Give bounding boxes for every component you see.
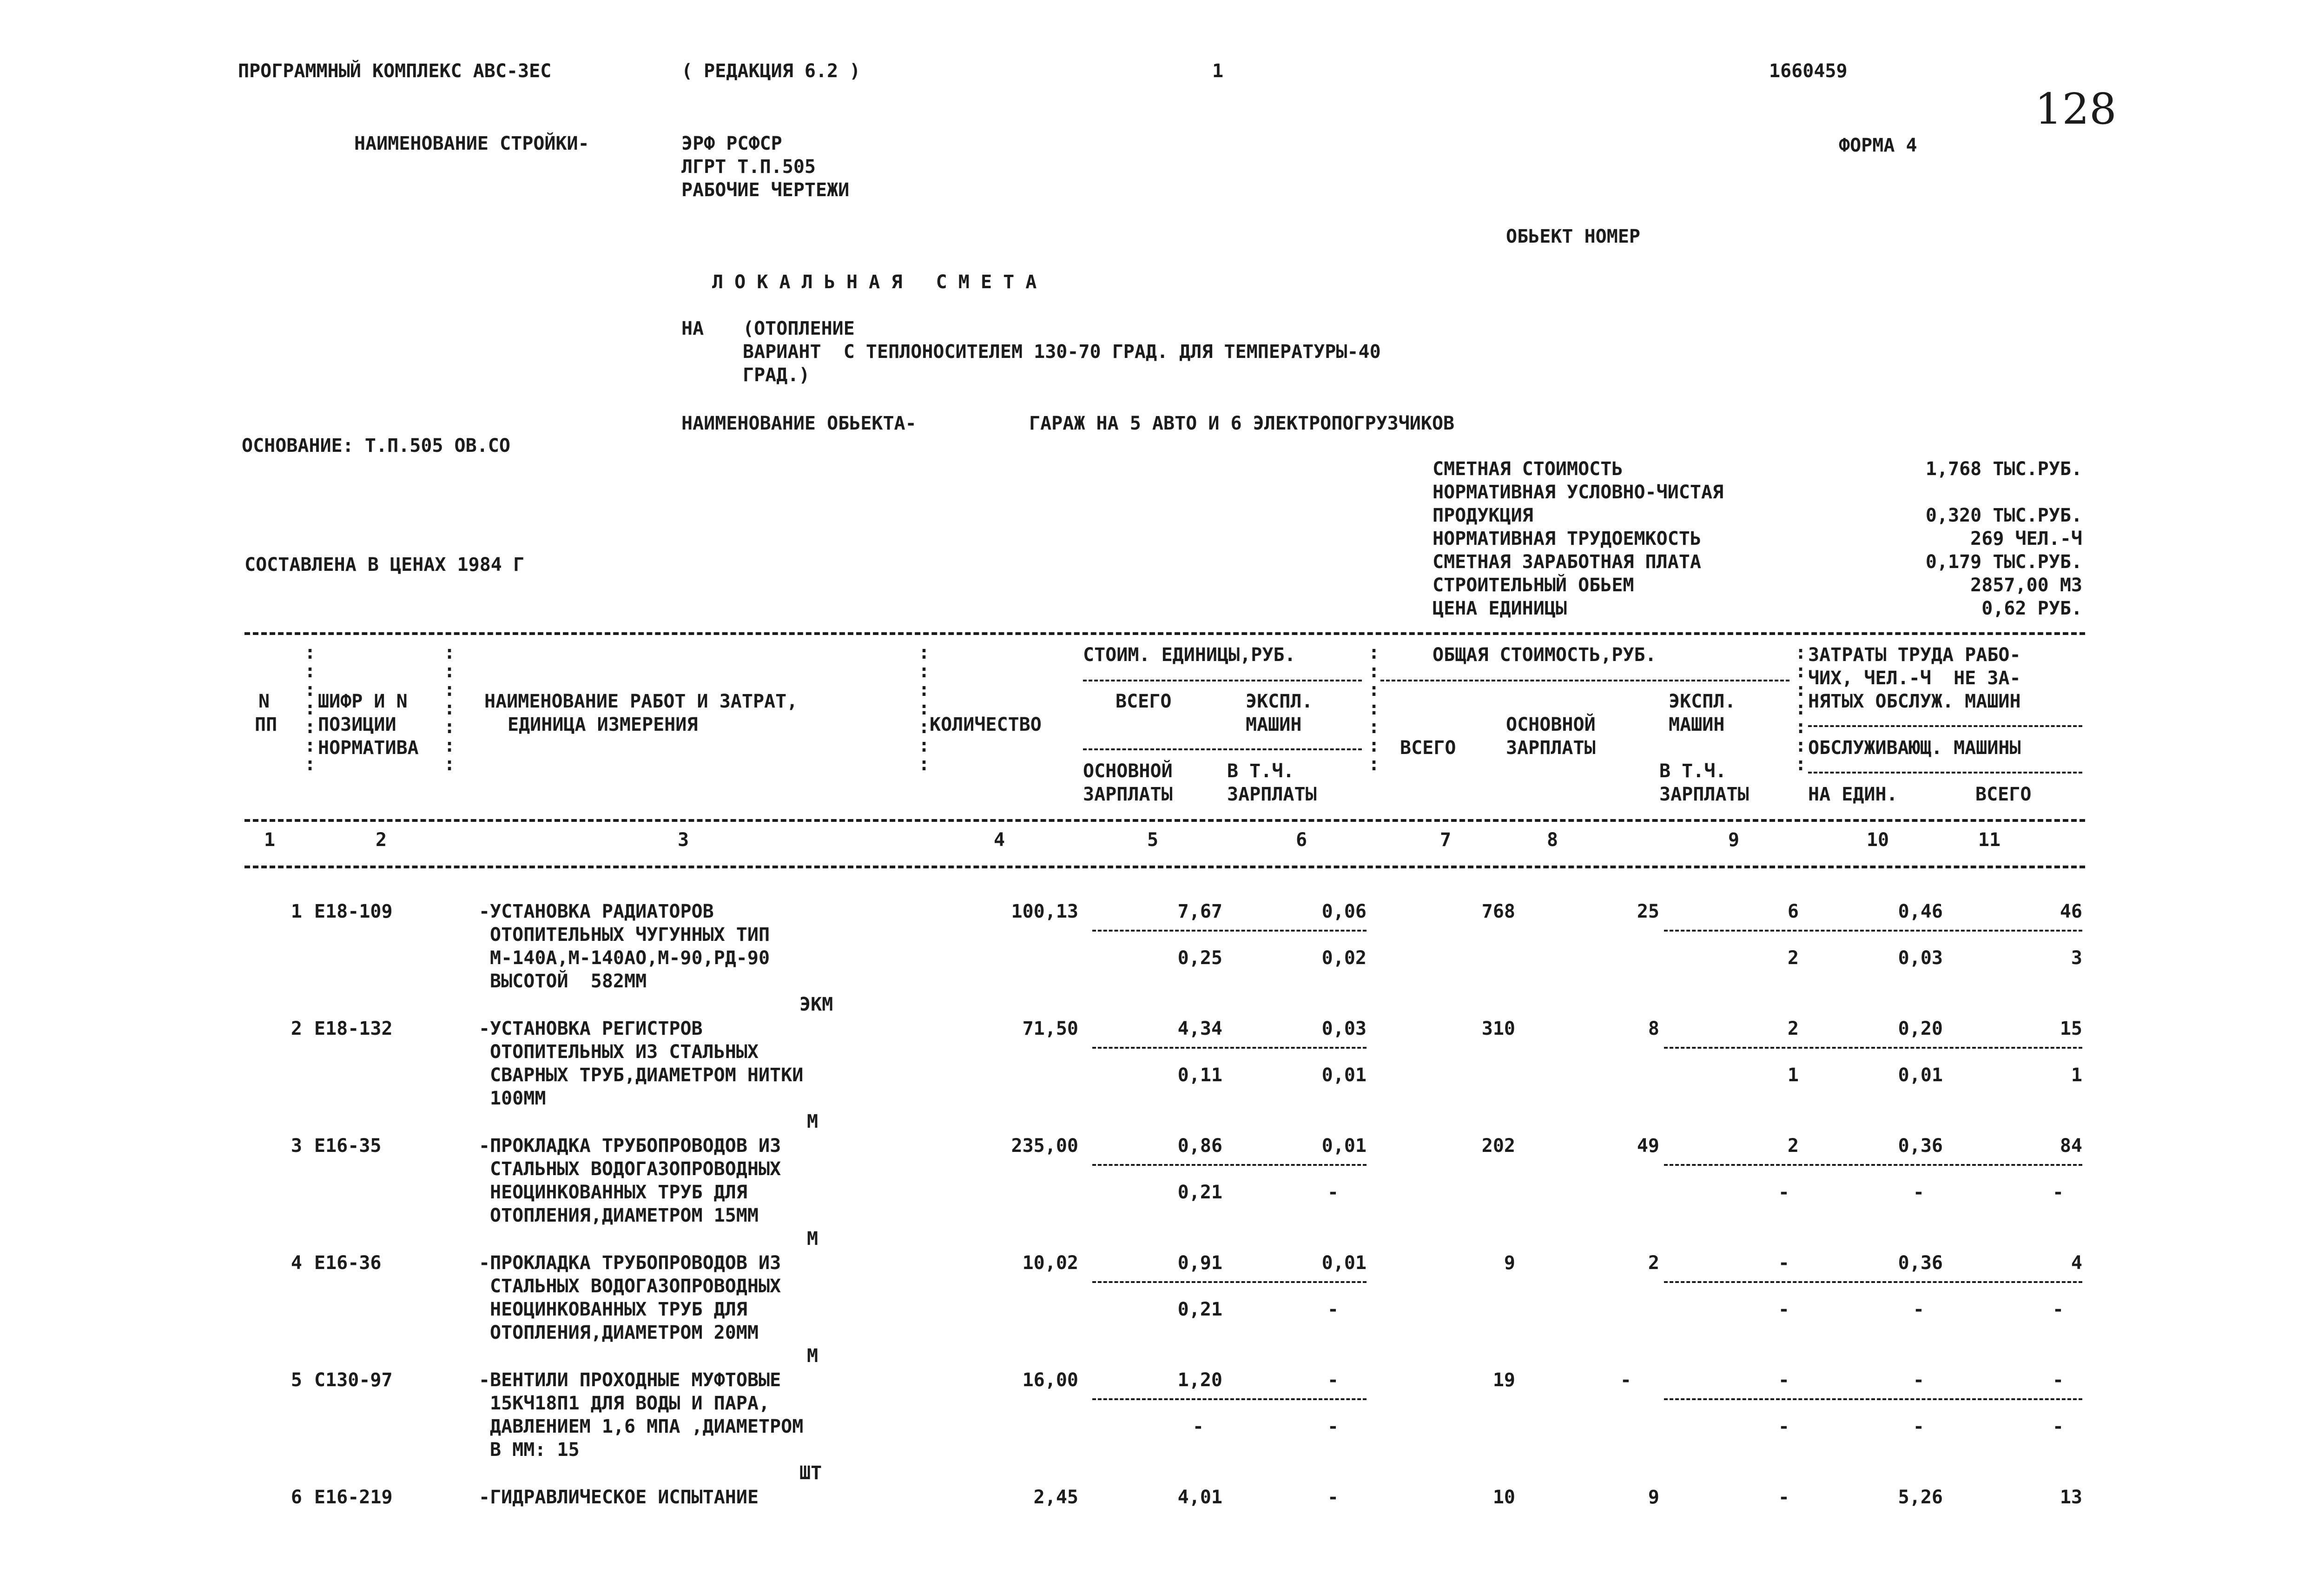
row-total: 10 — [1492, 1487, 1515, 1508]
summary-value: 0,179 ТЫС.РУБ. — [1925, 551, 2082, 573]
column-number: 1 — [264, 829, 276, 851]
row-total-base-wage: 8 — [1648, 1018, 1659, 1039]
header-col1: ПП — [255, 714, 277, 735]
row-number: 1 — [290, 901, 302, 922]
row-total: 310 — [1481, 1018, 1515, 1039]
row-total-machine: - — [1778, 1369, 1789, 1391]
header-col1: N — [258, 691, 270, 712]
row-unit-incl-wage: - — [1327, 1182, 1339, 1203]
header-unit-base-wage: ЗАРПЛАТЫ — [1083, 784, 1173, 805]
row-labor-service-unit: - — [1913, 1299, 1924, 1320]
row-number: 4 — [290, 1252, 302, 1274]
row-unit: ШТ — [799, 1462, 822, 1484]
row-labor-per-unit: 5,26 — [1898, 1487, 1943, 1508]
row-unit-total: 0,86 — [1177, 1135, 1222, 1157]
object-name: ГАРАЖ НА 5 АВТО И 6 ЭЛЕКТРОПОГРУЗЧИКОВ — [1029, 413, 1455, 434]
page-number: 1 — [1212, 60, 1224, 82]
row-rule — [1664, 1281, 2082, 1283]
summary-label: НОРМАТИВНАЯ ТРУДОЕМКОСТЬ — [1433, 528, 1701, 549]
header-col3: ЕДИНИЦА ИЗМЕРЕНИЯ — [508, 714, 698, 735]
row-rule — [1664, 1047, 2082, 1049]
row-labor-total: 15 — [2060, 1018, 2082, 1039]
row-rule — [1092, 1047, 1367, 1049]
row-description: ОТОПИТЕЛЬНЫХ ЧУГУННЫХ ТИП — [490, 924, 770, 946]
numbers-bottom-rule — [244, 866, 2085, 868]
row-unit: М — [807, 1228, 819, 1250]
row-unit-base-wage: - — [1192, 1416, 1204, 1437]
row-total-machine: 2 — [1787, 1135, 1799, 1157]
row-unit-total: 0,91 — [1177, 1252, 1222, 1274]
construction-line: ЭРФ РСФСР — [681, 133, 782, 154]
header-col2: НОРМАТИВА — [318, 737, 419, 759]
row-labor-service-unit: - — [1913, 1416, 1924, 1437]
row-unit-machine: 0,01 — [1321, 1135, 1367, 1157]
row-total-incl-wage: - — [1778, 1416, 1789, 1437]
row-unit-incl-wage: 0,01 — [1321, 1065, 1367, 1086]
column-number: 5 — [1147, 829, 1159, 851]
row-unit-total: 4,01 — [1177, 1487, 1222, 1508]
header-unit-base-wage: ОСНОВНОЙ — [1083, 760, 1173, 782]
column-number: 3 — [677, 829, 689, 851]
row-number: 3 — [290, 1135, 302, 1157]
header-unit-incl-wage: ЗАРПЛАТЫ — [1227, 784, 1317, 805]
column-number: 6 — [1295, 829, 1307, 851]
purpose-prefix: НА — [681, 318, 704, 339]
row-total-incl-wage: - — [1778, 1182, 1789, 1203]
row-description: -ВЕНТИЛИ ПРОХОДНЫЕ МУФТОВЫЕ — [479, 1369, 781, 1391]
row-total-base-wage: 49 — [1637, 1135, 1659, 1157]
row-description: ОТОПЛЕНИЯ,ДИАМЕТРОМ 20ММ — [490, 1322, 759, 1343]
object-number-label: ОБЬЕКТ НОМЕР — [1506, 226, 1640, 247]
row-total: 9 — [1504, 1252, 1515, 1274]
col-separator: : : : : : : : — [1368, 642, 1380, 775]
row-rule — [1664, 1164, 2082, 1166]
object-name-label: НАИМЕНОВАНИЕ ОБЬЕКТА- — [681, 413, 917, 434]
purpose-line: ВАРИАНТ С ТЕПЛОНОСИТЕЛЕМ 130-70 ГРАД. ДЛЯ ТЕМПЕРАТУРЫ-40 — [743, 341, 1381, 363]
column-number: 10 — [1866, 829, 1889, 851]
row-unit-base-wage: 0,21 — [1177, 1182, 1222, 1203]
row-unit-incl-wage: 0,02 — [1321, 947, 1367, 969]
column-number: 2 — [375, 829, 387, 851]
header-total-total: ВСЕГО — [1400, 737, 1456, 759]
basis: ОСНОВАНИЕ: Т.П.505 ОВ.СО — [242, 435, 510, 456]
header-total-machine: ЭКСПЛ. — [1669, 691, 1736, 712]
row-rule — [1092, 1398, 1367, 1400]
row-total-machine: - — [1778, 1487, 1789, 1508]
header-rule — [1380, 680, 1789, 681]
row-description: НЕОЦИНКОВАННЫХ ТРУБ ДЛЯ — [490, 1299, 747, 1320]
row-code: Е18-132 — [314, 1018, 393, 1039]
row-labor-per-unit: 0,20 — [1898, 1018, 1943, 1039]
row-number: 5 — [290, 1369, 302, 1391]
header-labor-group: НЯТЫХ ОБСЛУЖ. МАШИН — [1808, 691, 2021, 712]
header-unit-machine: МАШИН — [1246, 714, 1302, 735]
row-labor-per-unit: 0,36 — [1898, 1135, 1943, 1157]
software-name: ПРОГРАММНЫЙ КОМПЛЕКС АВС-ЗЕС — [238, 60, 552, 82]
header-total-base-wage: ОСНОВНОЙ — [1506, 714, 1596, 735]
header-bottom-rule — [244, 819, 2085, 822]
summary-label: ЦЕНА ЕДИНИЦЫ — [1433, 598, 1567, 619]
row-quantity: 2,45 — [1033, 1487, 1078, 1508]
column-number: 4 — [993, 829, 1005, 851]
purpose-line: ГРАД.) — [743, 364, 810, 386]
row-description: ОТОПЛЕНИЯ,ДИАМЕТРОМ 15ММ — [490, 1205, 759, 1226]
row-labor-service-total: 1 — [2071, 1065, 2082, 1086]
header-rule — [1808, 725, 2082, 727]
row-rule — [1664, 930, 2082, 932]
header-labor-total: ВСЕГО — [1975, 784, 2032, 805]
row-description: 100ММ — [490, 1088, 546, 1109]
document-title: Л О К А Л Ь Н А Я С М Е Т А — [712, 271, 1037, 293]
row-total-incl-wage: - — [1778, 1299, 1789, 1320]
row-labor-service-unit: 0,01 — [1898, 1065, 1943, 1086]
header-unit-total: ВСЕГО — [1116, 691, 1172, 712]
row-labor-total: 84 — [2060, 1135, 2082, 1157]
row-unit-incl-wage: - — [1327, 1299, 1339, 1320]
row-description: -ПРОКЛАДКА ТРУБОПРОВОДОВ ИЗ — [479, 1135, 781, 1157]
row-description: ВЫСОТОЙ 582ММ — [490, 971, 647, 992]
row-labor-per-unit: - — [1913, 1369, 1924, 1391]
header-col2: ПОЗИЦИИ — [318, 714, 396, 735]
row-code: Е18-109 — [314, 901, 393, 922]
row-unit-base-wage: 0,25 — [1177, 947, 1222, 969]
summary-label: СТРОИТЕЛЬНЫЙ ОБЬЕМ — [1433, 575, 1634, 596]
header-total-base-wage: ЗАРПЛАТЫ — [1506, 737, 1596, 759]
row-description: М-140А,М-140АО,М-90,РД-90 — [490, 947, 770, 969]
row-description: -ГИДРАВЛИЧЕСКОЕ ИСПЫТАНИЕ — [479, 1487, 759, 1508]
construction-line: РАБОЧИЕ ЧЕРТЕЖИ — [681, 179, 850, 201]
row-unit-total: 4,34 — [1177, 1018, 1222, 1039]
row-description: ДАВЛЕНИЕМ 1,6 МПА ,ДИАМЕТРОМ — [490, 1416, 804, 1437]
summary-value: 1,768 ТЫС.РУБ. — [1925, 458, 2082, 480]
row-description: -УСТАНОВКА РАДИАТОРОВ — [479, 901, 714, 922]
row-labor-total: 46 — [2060, 901, 2082, 922]
header-rule — [1808, 772, 2082, 774]
row-unit-total: 1,20 — [1177, 1369, 1222, 1391]
row-code: С130-97 — [314, 1369, 393, 1391]
edition: ( РЕДАКЦИЯ 6.2 ) — [681, 60, 861, 82]
row-labor-service-total: - — [2052, 1182, 2064, 1203]
header-total-cost-group: ОБЩАЯ СТОИМОСТЬ,РУБ. — [1433, 644, 1657, 666]
row-code: Е16-36 — [314, 1252, 382, 1274]
row-description: НЕОЦИНКОВАННЫХ ТРУБ ДЛЯ — [490, 1182, 747, 1203]
column-number: 7 — [1439, 829, 1452, 851]
row-rule — [1092, 1281, 1367, 1283]
row-total-incl-wage: 2 — [1787, 947, 1799, 969]
header-rule — [1083, 748, 1362, 750]
row-unit-base-wage: 0,21 — [1177, 1299, 1222, 1320]
row-total-machine: - — [1778, 1252, 1789, 1274]
row-total-base-wage: 25 — [1637, 901, 1659, 922]
row-unit: ЭКМ — [799, 994, 833, 1015]
row-quantity: 100,13 — [1011, 901, 1078, 922]
row-total-base-wage: - — [1620, 1369, 1631, 1391]
row-description: СВАРНЫХ ТРУБ,ДИАМЕТРОМ НИТКИ — [490, 1065, 804, 1086]
row-labor-total: 13 — [2060, 1487, 2082, 1508]
row-labor-total: 4 — [2071, 1252, 2082, 1274]
column-number: 9 — [1728, 829, 1740, 851]
row-rule — [1664, 1398, 2082, 1400]
header-unit-cost-group: СТОИМ. ЕДИНИЦЫ,РУБ. — [1083, 644, 1296, 666]
header-total-machine: МАШИН — [1669, 714, 1725, 735]
header-labor-per-unit: НА ЕДИН. — [1808, 784, 1898, 805]
row-description: СТАЛЬНЫХ ВОДОГАЗОПРОВОДНЫХ — [490, 1276, 781, 1297]
row-description: ОТОПИТЕЛЬНЫХ ИЗ СТАЛЬНЫХ — [490, 1041, 759, 1063]
construction-line: ЛГРТ Т.П.505 — [681, 156, 816, 178]
row-unit-total: 7,67 — [1177, 901, 1222, 922]
col-separator: : : : : : : : — [1795, 642, 1807, 775]
header-labor-group: ЗАТРАТЫ ТРУДА РАБО- — [1808, 644, 2021, 666]
row-total-incl-wage: 1 — [1787, 1065, 1799, 1086]
row-unit-machine: 0,03 — [1321, 1018, 1367, 1039]
row-total-machine: 2 — [1787, 1018, 1799, 1039]
summary-value: 2857,00 М3 — [1970, 575, 2082, 596]
row-total: 768 — [1481, 901, 1515, 922]
row-unit-base-wage: 0,11 — [1177, 1065, 1222, 1086]
row-number: 6 — [290, 1487, 302, 1508]
row-labor-service-total: 3 — [2071, 947, 2082, 969]
summary-value: 0,320 ТЫС.РУБ. — [1925, 505, 2082, 526]
row-unit: М — [807, 1345, 819, 1367]
summary-value: 269 ЧЕЛ.-Ч — [1970, 528, 2082, 549]
row-total-base-wage: 9 — [1648, 1487, 1659, 1508]
table-top-rule — [244, 632, 2085, 635]
row-unit-machine: 0,06 — [1321, 901, 1367, 922]
row-labor-service-unit: 0,03 — [1898, 947, 1943, 969]
row-unit-machine: 0,01 — [1321, 1252, 1367, 1274]
row-quantity: 235,00 — [1011, 1135, 1078, 1157]
row-quantity: 71,50 — [1022, 1018, 1078, 1039]
col-separator: : : : : : : : — [444, 642, 456, 775]
header-total-incl-wage: В Т.Ч. — [1659, 760, 1727, 782]
row-code: Е16-35 — [314, 1135, 382, 1157]
row-description: В ММ: 15 — [490, 1439, 580, 1461]
purpose-line: (ОТОПЛЕНИЕ — [743, 318, 855, 339]
header-total-incl-wage: ЗАРПЛАТЫ — [1659, 784, 1749, 805]
row-rule — [1092, 930, 1367, 932]
handwritten-page-number: 128 — [2035, 84, 2117, 134]
form-label: ФОРМА 4 — [1839, 135, 1917, 156]
price-basis: СОСТАВЛЕНА В ЦЕНАХ 1984 Г — [244, 554, 525, 575]
row-number: 2 — [290, 1018, 302, 1039]
header-col3: НАИМЕНОВАНИЕ РАБОТ И ЗАТРАТ, — [484, 691, 798, 712]
column-number: 11 — [1978, 829, 2001, 851]
row-labor-per-unit: 0,36 — [1898, 1252, 1943, 1274]
row-total-machine: 6 — [1787, 901, 1799, 922]
header-unit-machine: ЭКСПЛ. — [1246, 691, 1313, 712]
col-separator: : : : : : : : — [918, 642, 930, 775]
summary-label: СМЕТНАЯ СТОИМОСТЬ — [1433, 458, 1623, 480]
row-labor-per-unit: 0,46 — [1898, 901, 1943, 922]
row-quantity: 16,00 — [1022, 1369, 1078, 1391]
summary-label: СМЕТНАЯ ЗАРАБОТНАЯ ПЛАТА — [1433, 551, 1701, 573]
row-unit-machine: - — [1327, 1487, 1339, 1508]
row-code: Е16-219 — [314, 1487, 393, 1508]
summary-label: ПРОДУКЦИЯ — [1433, 505, 1533, 526]
row-unit-machine: - — [1327, 1369, 1339, 1391]
row-description: СТАЛЬНЫХ ВОДОГАЗОПРОВОДНЫХ — [490, 1158, 781, 1180]
row-total-base-wage: 2 — [1648, 1252, 1659, 1274]
col-separator: : : : : : : : — [304, 642, 316, 775]
row-labor-service-unit: - — [1913, 1182, 1924, 1203]
row-description: -УСТАНОВКА РЕГИСТРОВ — [479, 1018, 703, 1039]
doc-number: 1660459 — [1769, 60, 1848, 82]
row-quantity: 10,02 — [1022, 1252, 1078, 1274]
header-unit-incl-wage: В Т.Ч. — [1227, 760, 1294, 782]
row-description: -ПРОКЛАДКА ТРУБОПРОВОДОВ ИЗ — [479, 1252, 781, 1274]
column-number: 8 — [1546, 829, 1558, 851]
row-unit-incl-wage: - — [1327, 1416, 1339, 1437]
row-description: 15КЧ18П1 ДЛЯ ВОДЫ И ПАРА, — [490, 1393, 770, 1414]
header-labor-group: ЧИХ, ЧЕЛ.-Ч НЕ ЗА- — [1808, 668, 2021, 689]
row-unit: М — [807, 1111, 819, 1132]
summary-label: НОРМАТИВНАЯ УСЛОВНО-ЧИСТАЯ — [1433, 482, 1724, 503]
summary-value: 0,62 РУБ. — [1981, 598, 2082, 619]
header-col4: КОЛИЧЕСТВО — [930, 714, 1042, 735]
row-labor-service-total: - — [2052, 1299, 2064, 1320]
header-labor-service: ОБСЛУЖИВАЮЩ. МАШИНЫ — [1808, 737, 2021, 759]
row-total: 202 — [1481, 1135, 1515, 1157]
row-rule — [1092, 1164, 1367, 1166]
row-labor-total: - — [2052, 1369, 2064, 1391]
header-col2: ШИФР И N — [318, 691, 408, 712]
header-rule — [1083, 680, 1362, 681]
row-total: 19 — [1492, 1369, 1515, 1391]
row-labor-service-total: - — [2052, 1416, 2064, 1437]
construction-label: НАИМЕНОВАНИЕ СТРОЙКИ- — [354, 133, 589, 154]
